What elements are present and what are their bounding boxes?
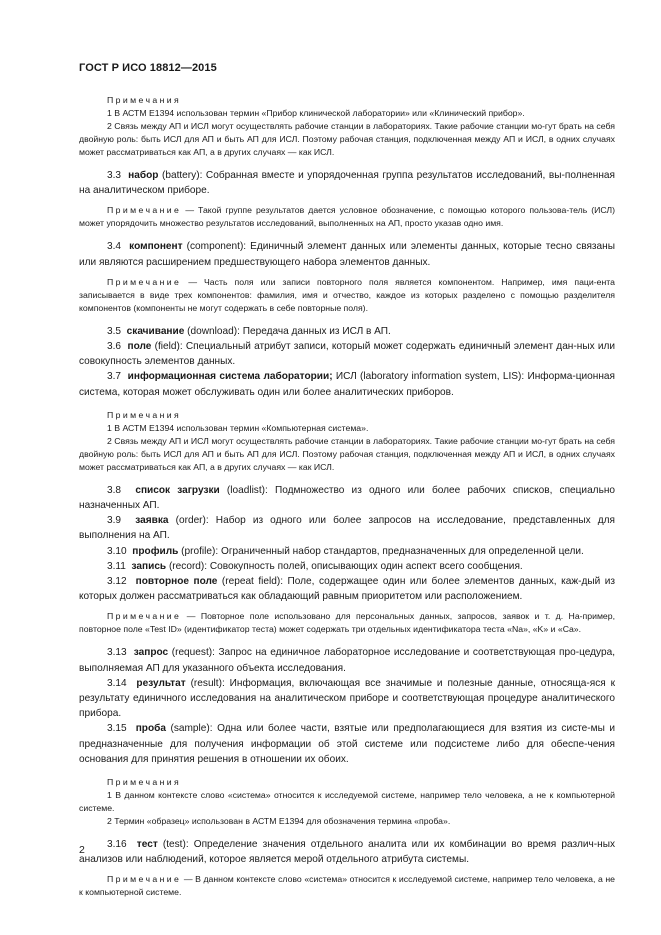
term-text: (download): Передача данных из ИСЛ в АП. — [184, 325, 391, 337]
term-name: информационная система лаборатории; — [127, 371, 333, 383]
term-number: 3.4 — [107, 241, 122, 253]
note-item: 1 В АСТМ Е1394 использован термин «Компьютерная система». — [107, 422, 369, 433]
note-paragraph — [79, 610, 615, 636]
note-paragraph — [79, 204, 615, 230]
term-name: проба — [135, 723, 166, 735]
term-number: 3.6 — [107, 341, 122, 353]
term-text: (field): Специальный атрибут записи, который может содержать единичный элемент дан-ных или совокупность элементов данных. — [79, 341, 616, 368]
term-name: запрос — [133, 647, 169, 659]
note-paragraph — [79, 873, 615, 899]
note-label: Примечание — [107, 276, 182, 287]
term-text: (loadlist): Подмножество из одного или более рабочих списков, специально назначенных АП. — [79, 484, 616, 512]
term-number: 3.10 — [107, 545, 127, 557]
term-name: результат — [136, 677, 186, 689]
page-number: 2 — [79, 844, 85, 856]
term-number: 3.7 — [107, 371, 122, 383]
term-number: 3.13 — [107, 647, 127, 659]
term-name: компонент — [129, 241, 183, 253]
term-name: повторное поле — [135, 576, 218, 588]
term-name: список загрузки — [135, 484, 220, 496]
term-definition — [79, 837, 615, 867]
document-header: ГОСТ Р ИСО 18812—2015 — [79, 62, 217, 74]
term-number: 3.9 — [107, 515, 122, 527]
term-definition — [79, 483, 615, 513]
term-definition — [79, 559, 615, 574]
term-definition — [79, 574, 615, 604]
term-text: (result): Информация, включающая все значимые и полезные данные, относяща-яся к результату единичного исследования на аналитическом приборе и соответствующая процедуре аналитического прибора. — [79, 677, 616, 720]
term-definition — [79, 513, 615, 543]
term-text: (record): Совокупность полей, описывающих один аспект всего сообщения. — [166, 560, 523, 572]
term-name: поле — [127, 341, 152, 353]
note-label: Примечание — [107, 205, 182, 216]
term-definition — [79, 544, 615, 559]
term-definition — [79, 676, 615, 722]
term-text: (battery): Собранная вместе и упорядоченная группа результатов исследований, вы-полненная на аналитическом приборе. — [79, 170, 616, 197]
term-number: 3.3 — [107, 170, 122, 181]
note-item: 1 В АСТМ Е1394 использован термин «Прибор клинической лаборатории» или «Клинический прибор». — [107, 108, 525, 118]
term-text: (repeat field): Поле, содержащее один или более элементов данных, каж-дый из которых должен рассматриваться как обладающий равным приоритетом или расположением. — [79, 576, 616, 603]
term-text: (request): Запрос на единичное лабораторное исследование и соответствующая про-цедура, выполняемая АП для указанного объекта исследования. — [79, 647, 616, 674]
note-item: 2 Связь между АП и ИСЛ могут осуществлять рабочие станции в лабораториях. Такие рабочие станции мо-гут брать на себя двойную роль: быть ИСЛ для АП и быть АП для ИСЛ. Поэтому рабочая станция, подключенная между АП и ИСЛ, в одних случаях может рассматриваться как АП, а в других случаях — как ИСЛ. — [79, 435, 615, 472]
term-number: 3.5 — [107, 325, 122, 337]
term-definition — [79, 168, 615, 198]
note-item: 1 В данном контексте слово «система» относится к исследуемой системе, например тело человека, а не к компьютерной системе. — [79, 790, 615, 814]
note-text: — В данном контексте слово «система» относится к исследуемой системе, например тело человека, а не к компьютерной системе. — [79, 874, 615, 898]
term-text: ИСЛ (laboratory information system, LIS): Информа-ционная система, которая может обслуживать один или более аналитических приборов. — [79, 371, 615, 398]
term-definition — [79, 239, 615, 269]
term-name: скачивание — [126, 325, 185, 337]
term-number: 3.15 — [107, 723, 127, 735]
note-paragraph — [79, 276, 615, 315]
term-number: 3.14 — [107, 677, 127, 689]
term-definition — [79, 324, 615, 339]
note-text: — Повторное поле использовано для персональных данных, запросов, заявок и т. д. На-пример, повторное поле «Test ID» (идентификатор теста) может содержать три отдельных идентификатора теста «Na», «K» и «Ca». — [79, 611, 615, 635]
term-text: (component): Единичный элемент данных или элементы данных, которые тесно связаны или являются расширением предшествующего набора элементов данных. — [79, 241, 615, 268]
term-definition — [79, 369, 615, 399]
notes-label: Примечания — [107, 409, 182, 420]
term-number: 3.8 — [107, 484, 122, 496]
note-label: Примечание — [107, 874, 182, 885]
term-text: (order): Набор из одного или более запросов на исследование, представленных для выполнения на АП. — [79, 515, 615, 542]
notes-label: Примечания — [107, 777, 182, 788]
note-item: 2 Связь между АП и ИСЛ могут осуществлять рабочие станции в лабораториях. Такие рабочие станции мо-гут брать на себя двойную роль: быть ИСЛ для АП и быть АП для ИСЛ. Поэтому рабочая станция, подключенная между АП и ИСЛ, в одних случаях может рассматриваться как АП, а в других случаях — как ИСЛ. — [79, 121, 615, 157]
notes-label: Примечания — [107, 95, 182, 105]
term-number: 3.12 — [107, 576, 127, 588]
term-text: (test): Определение значения отдельного аналита или их комбинации во время различ-ных анализов или наблюдений, которое является мерой отдельного атрибута системы. — [79, 839, 615, 866]
term-name: запись — [131, 560, 167, 572]
term-text: (sample): Одна или более части, взятые или предполагающиеся для взятия из систе-мы и предназначенные для получения информации об этой системе или подсистеме либо для обеспе-чения основания для принятия решения в отношении их обоих. — [79, 723, 615, 765]
document-body — [79, 94, 615, 899]
note-text: — Такой группе результатов дается условное обозначение, с помощью которого пользова-тель (ИСЛ) может упорядочить множество результатов исследований, выполненных на АП, просто указав одно имя. — [79, 205, 615, 229]
term-number: 3.11 — [107, 560, 126, 572]
note-item: 2 Термин «образец» использован в АСТМ Е1394 для обозначения термина «проба». — [107, 816, 451, 827]
term-definition — [79, 339, 615, 369]
term-name: тест — [136, 839, 158, 851]
term-name: набор — [128, 170, 159, 181]
term-text: (profile): Ограниченный набор стандартов, предназначенных для определенной цели. — [178, 545, 584, 557]
note-label: Примечание — [107, 611, 182, 622]
term-number: 3.16 — [107, 839, 127, 851]
term-definition — [79, 645, 615, 675]
term-definition — [79, 721, 615, 767]
note-text: — Часть поля или записи повторного поля является компонентом. Например, имя паци-ента записывается в виде трех компонентов: фамилия, имя и отчество, каждое из которых разделено с помощью разделителя компонентов (компоненты не могут содержать в себе повторные поля). — [79, 276, 615, 313]
term-name: заявка — [135, 515, 169, 527]
term-name: профиль — [132, 545, 179, 557]
